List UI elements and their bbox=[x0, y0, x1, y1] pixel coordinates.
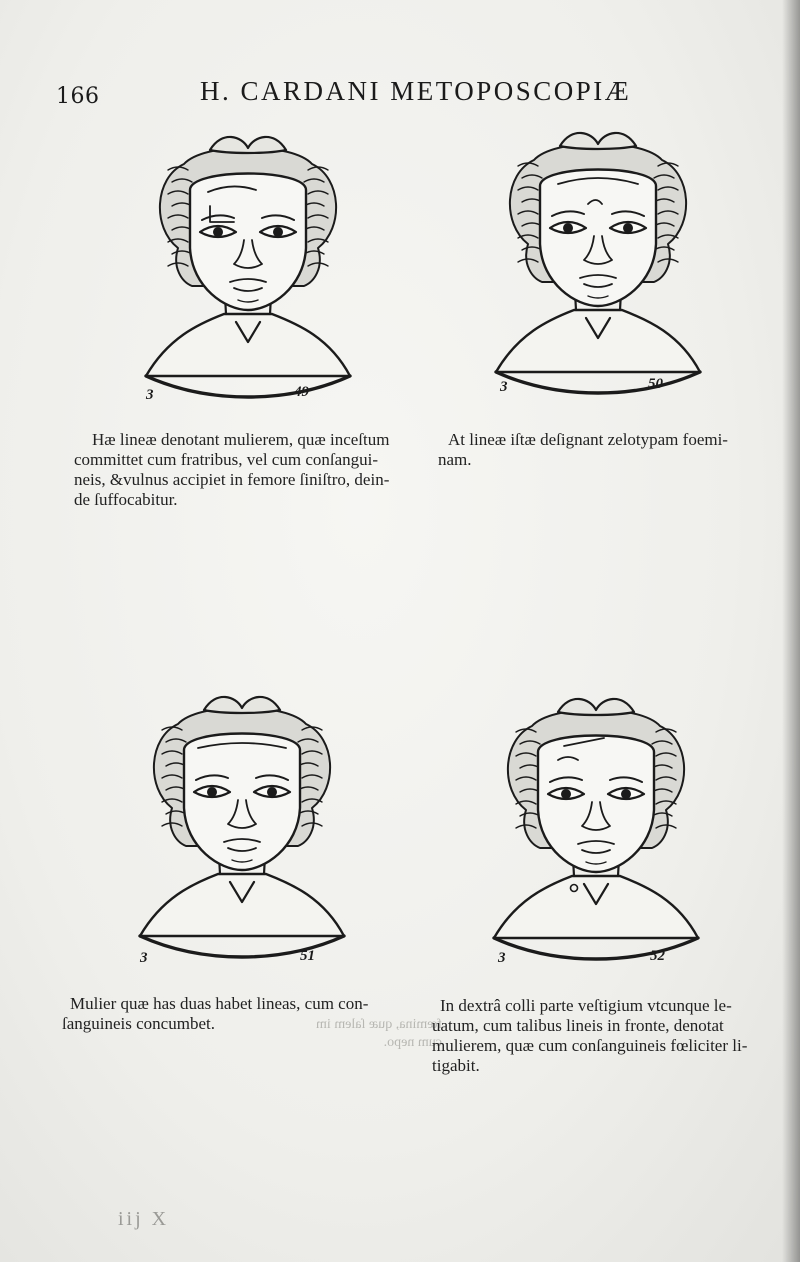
page-edge-shadow bbox=[782, 0, 800, 1262]
bust-base-line bbox=[494, 938, 698, 959]
bust-shape bbox=[494, 876, 698, 938]
figure-49-left-mark: 3 bbox=[146, 387, 154, 403]
caption-line: In dextrâ colli parte veſtigium vtcunque le- bbox=[440, 996, 732, 1015]
face-outline bbox=[190, 174, 306, 311]
hair-top-knot bbox=[204, 697, 280, 713]
bust-base-line bbox=[496, 372, 700, 393]
caption-line: neis, &vulnus accipiet in femore ſiniſtro, dein- bbox=[74, 470, 390, 489]
caption-50 bbox=[438, 430, 778, 470]
figure-51 bbox=[132, 688, 352, 968]
woodcut-portrait bbox=[132, 688, 352, 968]
signature-mark: iij X bbox=[118, 1208, 170, 1230]
caption-49 bbox=[74, 430, 414, 510]
caption-line: nam. bbox=[438, 450, 472, 469]
running-head: H. CARDANI METOPOSCOPIÆ bbox=[200, 76, 632, 106]
figure-51-left-mark: 3 bbox=[140, 950, 148, 966]
figure-50 bbox=[488, 124, 708, 404]
caption-line: Mulier quæ has duas habet lineas, cum con- bbox=[70, 994, 369, 1013]
bust-shape bbox=[140, 874, 344, 936]
figure-52-number: 52 bbox=[650, 948, 665, 964]
bust-shape bbox=[146, 314, 350, 376]
eye-pupil bbox=[621, 789, 631, 799]
figure-49 bbox=[138, 128, 358, 408]
woodcut-portrait bbox=[138, 128, 358, 408]
eye-pupil bbox=[623, 223, 633, 233]
portrait-group bbox=[146, 137, 350, 397]
portrait-group bbox=[496, 133, 700, 393]
figure-51-number: 51 bbox=[300, 948, 315, 964]
page-number: 166 bbox=[56, 84, 100, 109]
eye-pupil bbox=[207, 787, 217, 797]
face-outline bbox=[184, 734, 300, 871]
bust-shape bbox=[496, 310, 700, 372]
hair-top-knot bbox=[560, 133, 636, 149]
caption-line: ſanguineis concumbet. bbox=[62, 1014, 215, 1033]
caption-line: At lineæ iſtæ deſignant zelotypam foemi- bbox=[448, 430, 728, 449]
caption-line: committet cum fratribus, vel cum conſangui- bbox=[74, 450, 379, 469]
woodcut-portrait bbox=[486, 690, 706, 970]
figure-50-left-mark: 3 bbox=[500, 379, 508, 395]
eye-pupil bbox=[273, 227, 283, 237]
figure-52 bbox=[486, 690, 706, 970]
face-outline bbox=[540, 170, 656, 307]
figure-50-number: 50 bbox=[648, 376, 663, 392]
woodcut-portrait bbox=[488, 124, 708, 404]
portrait-group bbox=[140, 697, 344, 957]
eye-pupil bbox=[267, 787, 277, 797]
show-through-line: fœmina, quæ ſalem im bbox=[316, 1017, 442, 1032]
bust-base-line bbox=[146, 376, 350, 397]
figure-49-number: 49 bbox=[294, 384, 309, 400]
face-outline bbox=[538, 736, 654, 873]
eye-pupil bbox=[563, 223, 573, 233]
caption-line: mulierem, quæ cum conſanguineis fœliciter li- bbox=[432, 1036, 748, 1055]
eye-pupil bbox=[561, 789, 571, 799]
caption-line: tigabit. bbox=[432, 1056, 480, 1075]
figure-52-left-mark: 3 bbox=[498, 950, 506, 966]
caption-line: uatum, cum talibus lineis in fronte, denotat bbox=[432, 1016, 724, 1035]
show-through-line: cum nepo. bbox=[383, 1035, 442, 1050]
portrait-group bbox=[494, 699, 698, 959]
hair-top-knot bbox=[558, 699, 634, 715]
show-through-text bbox=[292, 1016, 442, 1052]
caption-52 bbox=[432, 996, 772, 1076]
hair-top-knot bbox=[210, 137, 286, 153]
caption-line: de ſuffocabitur. bbox=[74, 490, 178, 509]
caption-line: Hæ lineæ denotant mulierem, quæ inceſtum bbox=[92, 430, 390, 449]
eye-pupil bbox=[213, 227, 223, 237]
